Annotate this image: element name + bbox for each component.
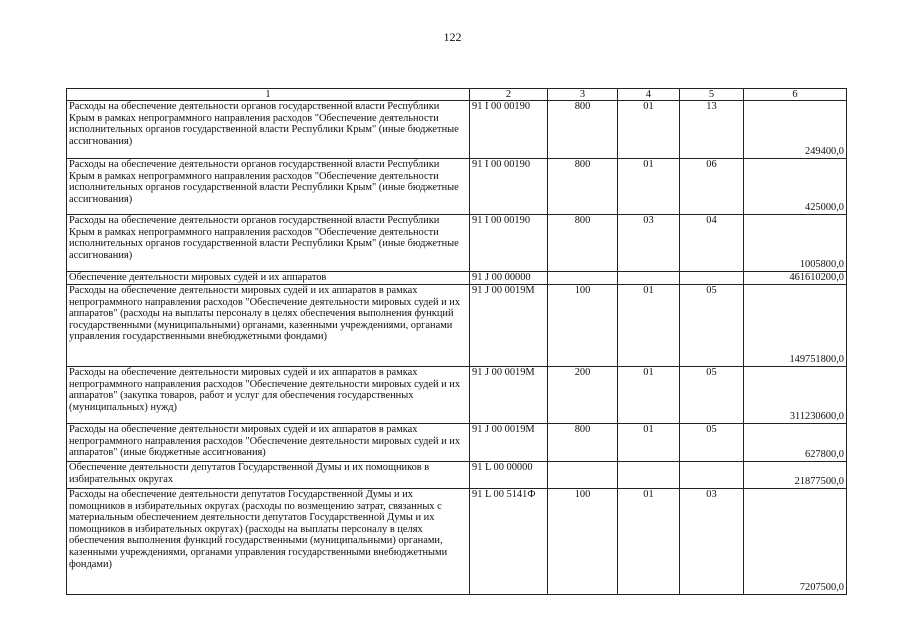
section-code [618,462,680,489]
amount: 461610200,0 [744,272,847,285]
column-header: 2 [470,89,548,101]
section-code: 01 [618,159,680,215]
target-code: 91 I 00 00190 [470,215,548,272]
section-code: 01 [618,424,680,462]
expense-type-code: 100 [548,489,618,595]
column-header: 1 [67,89,470,101]
table-row [67,272,847,285]
amount: 1005800,0 [744,215,847,272]
table-row [67,489,847,595]
target-code: 91 J 00 00000 [470,272,548,285]
section-code [618,272,680,285]
expense-name: Расходы на обеспечение деятельности мировых судей и их аппаратов в рамках непрограммного направления расходов "Обеспечение деятельности мировых судей и их аппаратов" (закупка товаров, работ и услуг для обеспечения государственных (муниципальных) нужд) [67,367,470,424]
section-code: 01 [618,489,680,595]
table-row [67,367,847,424]
expense-name: Обеспечение деятельности депутатов Государственной Думы и их помощников в избирательных округах [67,462,470,489]
expense-type-code: 800 [548,159,618,215]
target-code: 91 L 00 5141Ф [470,489,548,595]
target-code: 91 L 00 00000 [470,462,548,489]
section-code: 01 [618,285,680,367]
expense-name: Обеспечение деятельности мировых судей и их аппаратов [67,272,470,285]
section-code: 01 [618,101,680,159]
amount: 425000,0 [744,159,847,215]
column-header: 3 [548,89,618,101]
subsection-code: 03 [680,489,744,595]
expense-type-code [548,272,618,285]
subsection-code: 06 [680,159,744,215]
table-row [67,285,847,367]
subsection-code: 05 [680,285,744,367]
section-code: 01 [618,367,680,424]
subsection-code: 04 [680,215,744,272]
table-row [67,462,847,489]
table-row [67,101,847,159]
page-number: 122 [443,30,462,44]
expense-name: Расходы на обеспечение деятельности депутатов Государственной Думы и их помощников в избирательных округах (расходы по возмещению затрат, связанных с материальным обеспечением деятельности депутатов Государственной Думы и их помощников в избирательных округах) (расходы на выплаты персоналу в целях обеспечения выполнения функций государственными (муниципальными) органами, казенными учреждениями, органами управления государственными внебюджетными фондами) [67,489,470,595]
amount: 7207500,0 [744,489,847,595]
subsection-code [680,272,744,285]
subsection-code: 05 [680,367,744,424]
section-code: 03 [618,215,680,272]
amount: 249400,0 [744,101,847,159]
expense-name: Расходы на обеспечение деятельности органов государственной власти Республики Крым в рамках непрограммного направления расходов "Обеспечение деятельности исполнительных органов государственной власти Республики Крым" (иные бюджетные ассигнования) [67,101,470,159]
expense-name: Расходы на обеспечение деятельности органов государственной власти Республики Крым в рамках непрограммного направления расходов "Обеспечение деятельности исполнительных органов государственной власти Республики Крым" (иные бюджетные ассигнования) [67,215,470,272]
amount: 627800,0 [744,424,847,462]
target-code: 91 I 00 00190 [470,101,548,159]
subsection-code: 13 [680,101,744,159]
target-code: 91 J 00 0019M [470,424,548,462]
table-header-row [67,89,847,101]
table-row [67,159,847,215]
expense-type-code: 200 [548,367,618,424]
subsection-code: 05 [680,424,744,462]
expense-type-code: 800 [548,215,618,272]
amount: 149751800,0 [744,285,847,367]
budget-table [66,88,847,595]
target-code: 91 J 00 0019M [470,367,548,424]
table-row [67,215,847,272]
column-header: 6 [744,89,847,101]
expense-type-code: 800 [548,101,618,159]
column-header: 5 [680,89,744,101]
amount: 21877500,0 [744,462,847,489]
expense-name: Расходы на обеспечение деятельности органов государственной власти Республики Крым в рамках непрограммного направления расходов "Обеспечение деятельности исполнительных органов государственной власти Республики Крым" (иные бюджетные ассигнования) [67,159,470,215]
expense-name: Расходы на обеспечение деятельности мировых судей и их аппаратов в рамках непрограммного направления расходов "Обеспечение деятельности мировых судей и их аппаратов" (расходы на выплаты персоналу в целях обеспечения выполнения функций государственными (муниципальными) органами, казенными учреждениями, органами управления государственными внебюджетными фондами) [67,285,470,367]
expense-name: Расходы на обеспечение деятельности мировых судей и их аппаратов в рамках непрограммного направления расходов "Обеспечение деятельности мировых судей и их аппаратов" (иные бюджетные ассигнования) [67,424,470,462]
expense-type-code [548,462,618,489]
subsection-code [680,462,744,489]
expense-type-code: 800 [548,424,618,462]
column-header: 4 [618,89,680,101]
expense-type-code: 100 [548,285,618,367]
amount: 311230600,0 [744,367,847,424]
target-code: 91 I 00 00190 [470,159,548,215]
target-code: 91 J 00 0019M [470,285,548,367]
table-row [67,424,847,462]
